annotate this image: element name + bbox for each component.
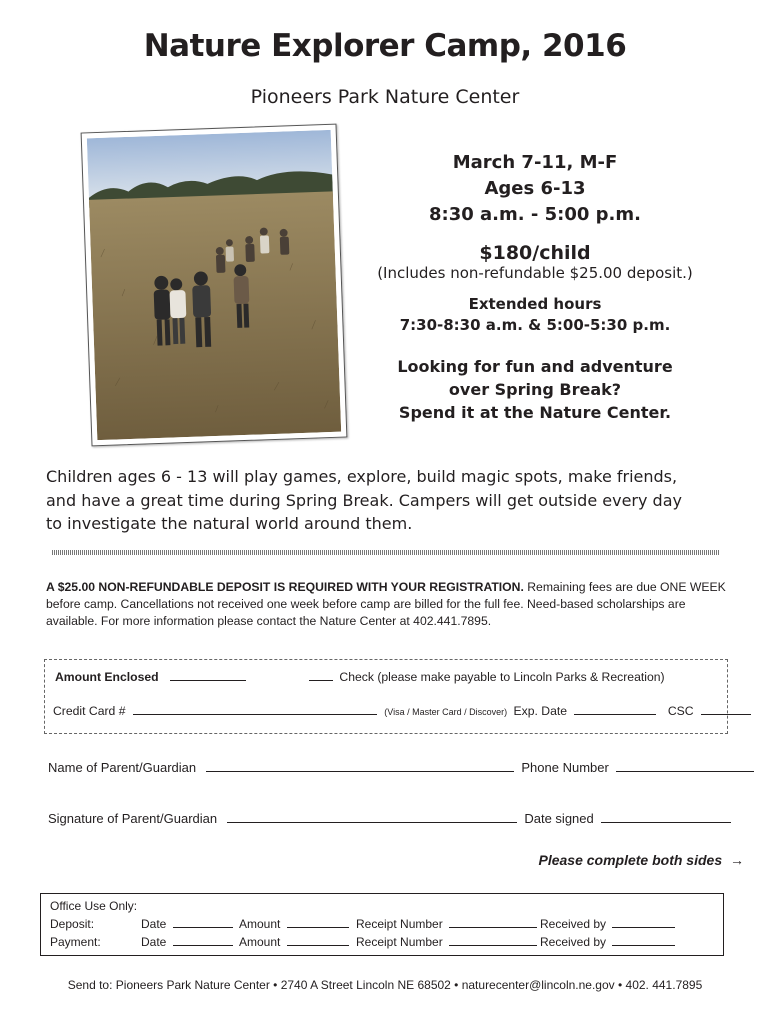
office-use-heading: Office Use Only: [50,899,138,913]
extended-hours-times: 7:30-8:30 a.m. & 5:00-5:30 p.m. [399,316,671,334]
credit-card-field[interactable] [133,705,377,715]
extended-hours-label: Extended hours [468,295,602,313]
tagline-line: over Spring Break? [448,380,622,399]
guardian-name-field[interactable] [206,762,514,772]
price-note: (Includes non-refundable $25.00 deposit.) [377,264,693,282]
exp-date-field[interactable] [574,705,656,715]
mailing-footer: Send to: Pioneers Park Nature Center • 2740 A Street Lincoln NE 68502 • naturecenter@lincoln.ne.gov • 402. 441.7895 [67,978,703,992]
office-receipt-label: Receipt Number [356,935,443,949]
office-date-label: Date [141,917,167,931]
date-signed-field[interactable] [601,813,731,823]
exp-date-label: Exp. Date [513,704,568,718]
office-payment-received-by[interactable] [540,935,675,949]
tagline-line: Spend it at the Nature Center. [398,403,672,422]
deposit-text: Remaining fees are due ONE WEEK [523,580,726,594]
phone-label: Phone Number [521,760,609,775]
deposit-warning: A $25.00 NON-REFUNDABLE DEPOSIT IS REQUIRED WITH YOUR REGISTRATION. [46,580,524,594]
office-received-by-field[interactable] [612,936,675,946]
office-receipt-field[interactable] [449,936,537,946]
check-label: Check (please make payable to Lincoln Parks & Recreation) [339,670,665,684]
description-line: Children ages 6 - 13 will play games, explore, build magic spots, make friends, [46,467,678,486]
office-deposit-date[interactable] [141,917,233,931]
office-amount-field[interactable] [287,918,349,928]
office-payment-label: Payment: [50,935,101,949]
office-date-field[interactable] [173,918,233,928]
camp-price: $180/child [479,242,591,264]
signature-field[interactable] [227,813,517,823]
amount-enclosed-label: Amount Enclosed [55,670,159,684]
office-deposit-amount[interactable] [239,917,349,931]
complete-both-sides-note [538,852,744,868]
guardian-name-label: Name of Parent/Guardian [48,760,197,775]
tagline-line: Looking for fun and adventure [397,357,673,376]
arrow-right-icon: → [730,852,744,868]
date-signed-label: Date signed [524,811,594,826]
camp-dates: March 7-11, M-F [452,152,618,173]
camp-schedule [355,150,715,228]
office-deposit-label: Deposit: [50,917,95,931]
extended-hours [355,294,715,336]
office-amount-field[interactable] [287,936,349,946]
page-subtitle: Pioneers Park Nature Center [250,86,520,108]
csc-label: CSC [667,704,694,718]
deposit-text: before camp. Cancellations not received one week before camp are billed for the full fee. Need-based scholarships are [46,597,686,611]
section-divider [52,550,720,555]
deposit-notice [46,579,736,630]
office-deposit-receipt[interactable] [356,917,537,931]
guardian-name-row [48,760,754,775]
office-date-field[interactable] [173,936,233,946]
complete-note-text: Please complete both sides [538,852,723,868]
office-amount-label: Amount [239,917,281,931]
page-title: Nature Explorer Camp, 2016 [143,28,627,64]
csc-field[interactable] [701,705,751,715]
office-payment-receipt[interactable] [356,935,537,949]
guardian-signature-row [48,811,731,826]
signature-label: Signature of Parent/Guardian [48,811,218,826]
camp-ages: Ages 6-13 [484,178,586,199]
office-received-by-label: Received by [540,935,607,949]
tagline [355,355,715,424]
description-line: to investigate the natural world around them. [46,514,413,533]
description-line: and have a great time during Spring Break. Campers will get outside every day [46,490,682,510]
office-payment-date[interactable] [141,935,233,949]
office-receipt-field[interactable] [449,918,537,928]
check-field[interactable] [309,671,333,681]
office-receipt-label: Receipt Number [356,917,443,931]
children-hiking-photo [81,124,348,447]
office-received-by-label: Received by [540,917,607,931]
deposit-text: available. For more information please contact the Nature Center at 402.441.7895. [46,614,492,628]
camp-description [46,465,736,536]
office-date-label: Date [141,935,167,949]
camp-hours: 8:30 a.m. - 5:00 p.m. [429,204,641,225]
card-types-label: (Visa / Master Card / Discover) [384,707,508,717]
amount-enclosed-field[interactable] [170,671,246,681]
payment-box [44,659,728,734]
credit-card-label: Credit Card # [53,704,126,718]
office-use-box [40,893,724,956]
office-payment-amount[interactable] [239,935,349,949]
office-deposit-received-by[interactable] [540,917,675,931]
office-received-by-field[interactable] [612,918,675,928]
office-amount-label: Amount [239,935,281,949]
phone-field[interactable] [616,762,754,772]
